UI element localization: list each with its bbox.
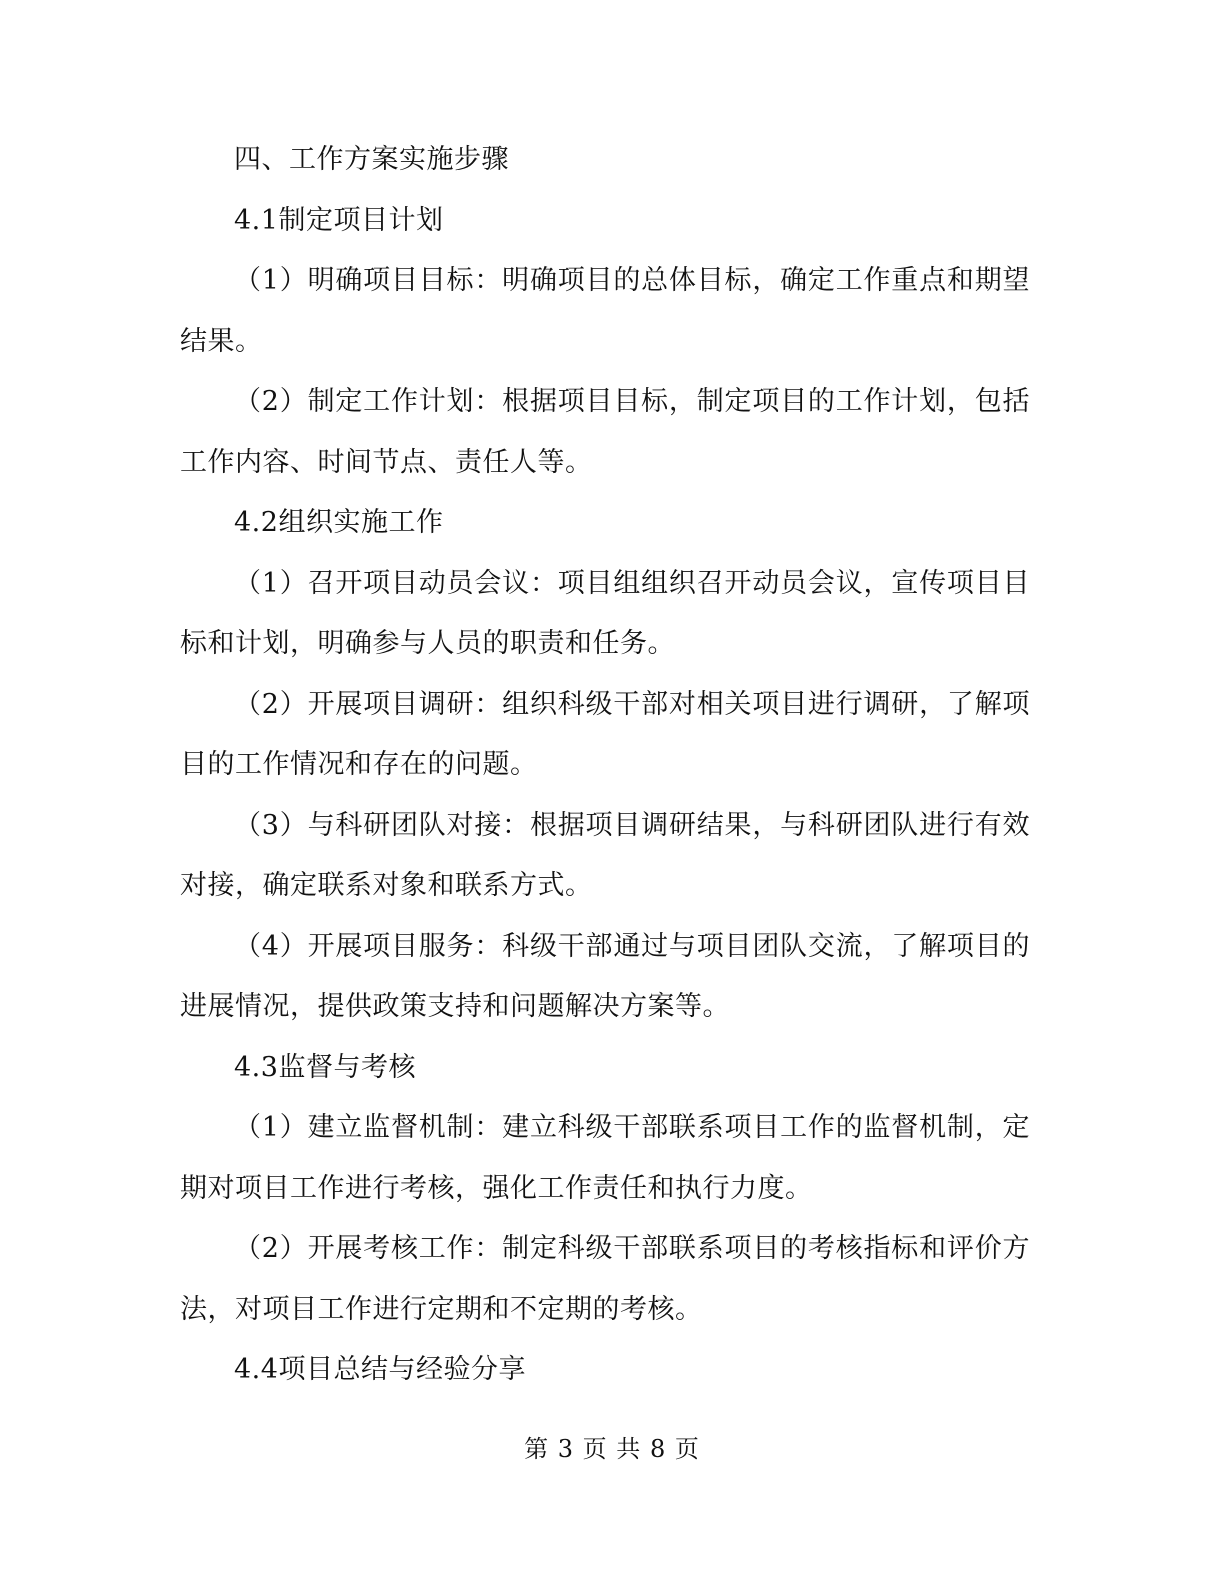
page-footer [0,1434,1224,1464]
section-heading: 四、工作方案实施步骤 [234,144,509,175]
subsection-heading: 4.1制定项目计划 [234,204,444,236]
page-number-label: 第 3 页 共 8 页 [524,1435,700,1463]
paragraph: （2）开展项目调研：组织科级干部对相关项目进行调研，了解项目的工作情况和存在的问题。 [180,688,1030,780]
paragraph: （2）制定工作计划：根据项目目标，制定项目的工作计划，包括工作内容、时间节点、责任人等。 [180,386,1030,478]
paragraph: （3）与科研团队对接：根据项目调研结果，与科研团队进行有效对接，确定联系对象和联系方式。 [180,809,1030,901]
paragraph: （2）开展考核工作：制定科级干部联系项目的考核指标和评价方法，对项目工作进行定期和不定期的考核。 [180,1233,1030,1325]
subsection-heading: 4.3监督与考核 [234,1051,416,1083]
paragraph: （1）明确项目目标：明确项目的总体目标，确定工作重点和期望结果。 [180,265,1030,357]
paragraph: （1）建立监督机制：建立科级干部联系项目工作的监督机制，定期对项目工作进行考核，强化工作责任和执行力度。 [180,1112,1030,1204]
document-body [180,130,1030,1401]
subsection-heading: 4.4项目总结与经验分享 [234,1354,526,1385]
paragraph: （1）召开项目动员会议：项目组组织召开动员会议，宣传项目目标和计划，明确参与人员的职责和任务。 [180,567,1030,659]
paragraph: （4）开展项目服务：科级干部通过与项目团队交流，了解项目的进展情况，提供政策支持和问题解决方案等。 [180,930,1030,1022]
subsection-heading: 4.2组织实施工作 [234,507,444,538]
